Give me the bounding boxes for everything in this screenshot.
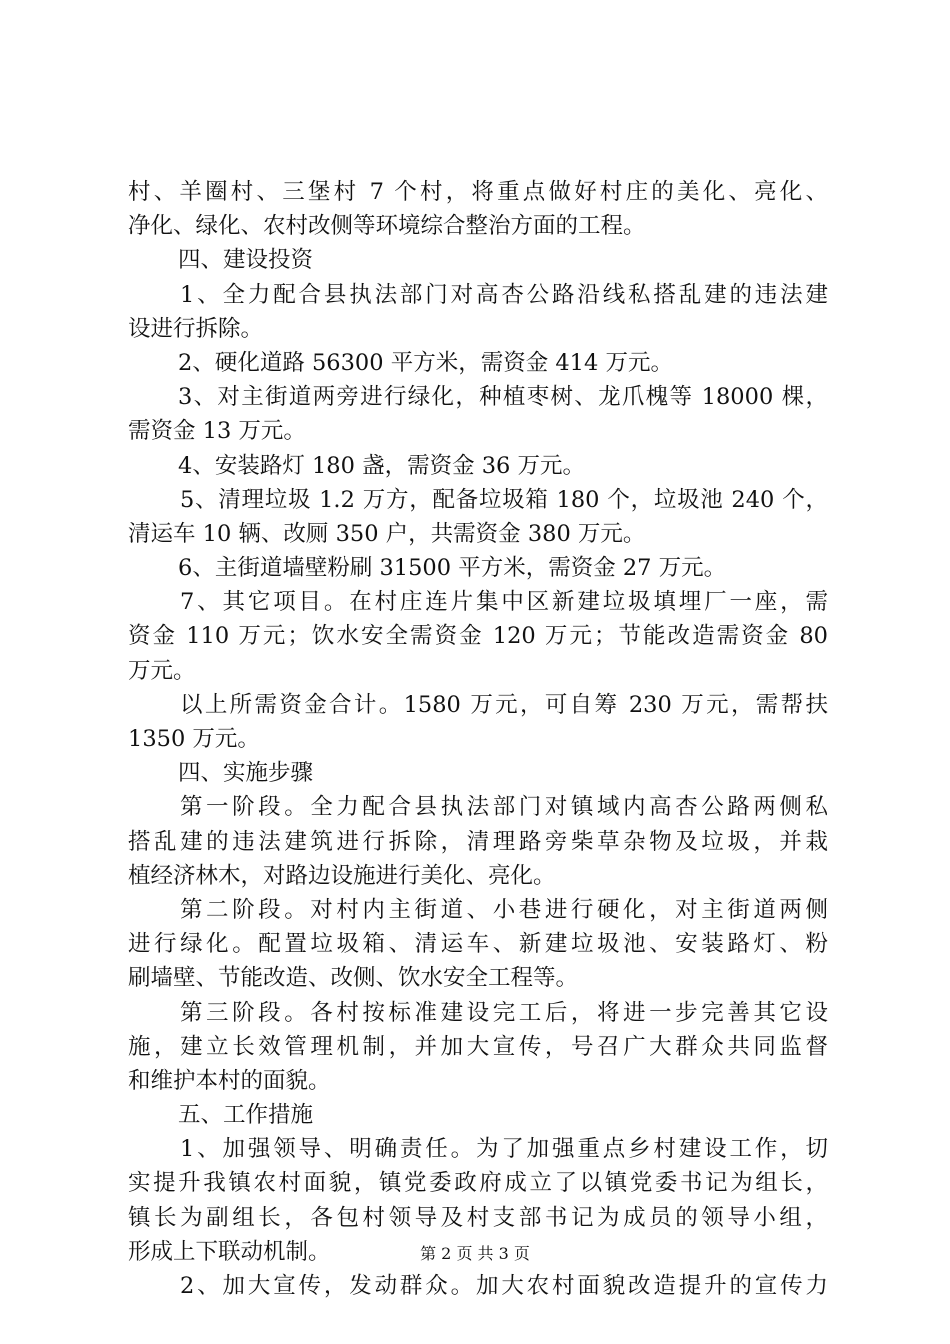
section-heading: 四、建设投资	[178, 247, 314, 274]
text-line: 施，建立长效管理机制，并加大宣传，号召广大群众共同监督	[128, 1033, 828, 1060]
text-line: 3、对主街道两旁进行绿化，种植枣树、龙爪槐等 18000 棵，	[178, 384, 828, 411]
text-line: 1、全力配合县执法部门对高杏公路沿线私搭乱建的违法建	[180, 281, 828, 308]
text-line: 进行绿化。配置垃圾箱、清运车、新建垃圾池、安装路灯、粉	[128, 931, 828, 958]
text-line: 第一阶段。全力配合县执法部门对镇域内高杏公路两侧私	[180, 794, 828, 821]
text-line: 实提升我镇农村面貌，镇党委政府成立了以镇党委书记为组长，	[128, 1170, 828, 1197]
text-line: 6、主街道墙壁粉刷 31500 平方米，需资金 27 万元。	[178, 555, 727, 582]
text-line: 植经济林木，对路边设施进行美化、亮化。	[128, 862, 556, 889]
section-heading: 四、实施步骤	[178, 760, 314, 787]
text-line: 村、羊圈村、三堡村 7 个村，将重点做好村庄的美化、亮化、	[128, 179, 828, 205]
section-heading: 五、工作措施	[178, 1102, 314, 1129]
text-line: 清运车 10 辆、改厕 350 户，共需资金 380 万元。	[128, 520, 646, 547]
text-line: 第三阶段。各村按标准建设完工后，将进一步完善其它设	[180, 999, 828, 1026]
text-line: 和维护本村的面貌。	[128, 1067, 331, 1094]
text-line: 1350 万元。	[128, 726, 260, 752]
text-line: 4、安装路灯 180 盏，需资金 36 万元。	[178, 452, 586, 479]
text-line: 镇长为副组长，各包村领导及村支部书记为成员的领导小组，	[128, 1204, 828, 1231]
document-body	[128, 175, 828, 1303]
text-line: 7、其它项目。在村庄连片集中区新建垃圾填埋厂一座，需	[180, 589, 828, 616]
text-line: 第二阶段。对村内主街道、小巷进行硬化，对主街道两侧	[180, 896, 828, 923]
text-line: 搭乱建的违法建筑进行拆除，清理路旁柴草杂物及垃圾，并栽	[128, 828, 828, 855]
text-line: 净化、绿化、农村改侧等环境综合整治方面的工程。	[128, 213, 646, 240]
text-line: 5、清理垃圾 1.2 万方，配备垃圾箱 180 个，垃圾池 240 个，	[180, 486, 828, 513]
text-line: 2、硬化道路 56300 平方米，需资金 414 万元。	[178, 349, 673, 376]
text-line: 需资金 13 万元。	[128, 418, 306, 445]
text-line: 设进行拆除。	[128, 315, 264, 342]
text-line: 以上所需资金合计。1580 万元，可自筹 230 万元，需帮扶	[180, 691, 828, 718]
text-line: 2、加大宣传，发动群众。加大农村面貌改造提升的宣传力	[180, 1273, 828, 1299]
page-footer: 第 2 页 共 3 页	[420, 1244, 530, 1263]
text-line: 万元。	[128, 657, 196, 684]
text-line: 刷墙壁、节能改造、改侧、饮水安全工程等。	[128, 965, 579, 992]
text-line: 资金 110 万元；饮水安全需资金 120 万元；节能改造需资金 80	[128, 623, 828, 650]
text-line: 1、加强领导、明确责任。为了加强重点乡村建设工作，切	[180, 1136, 828, 1163]
text-line: 形成上下联动机制。	[128, 1238, 331, 1265]
